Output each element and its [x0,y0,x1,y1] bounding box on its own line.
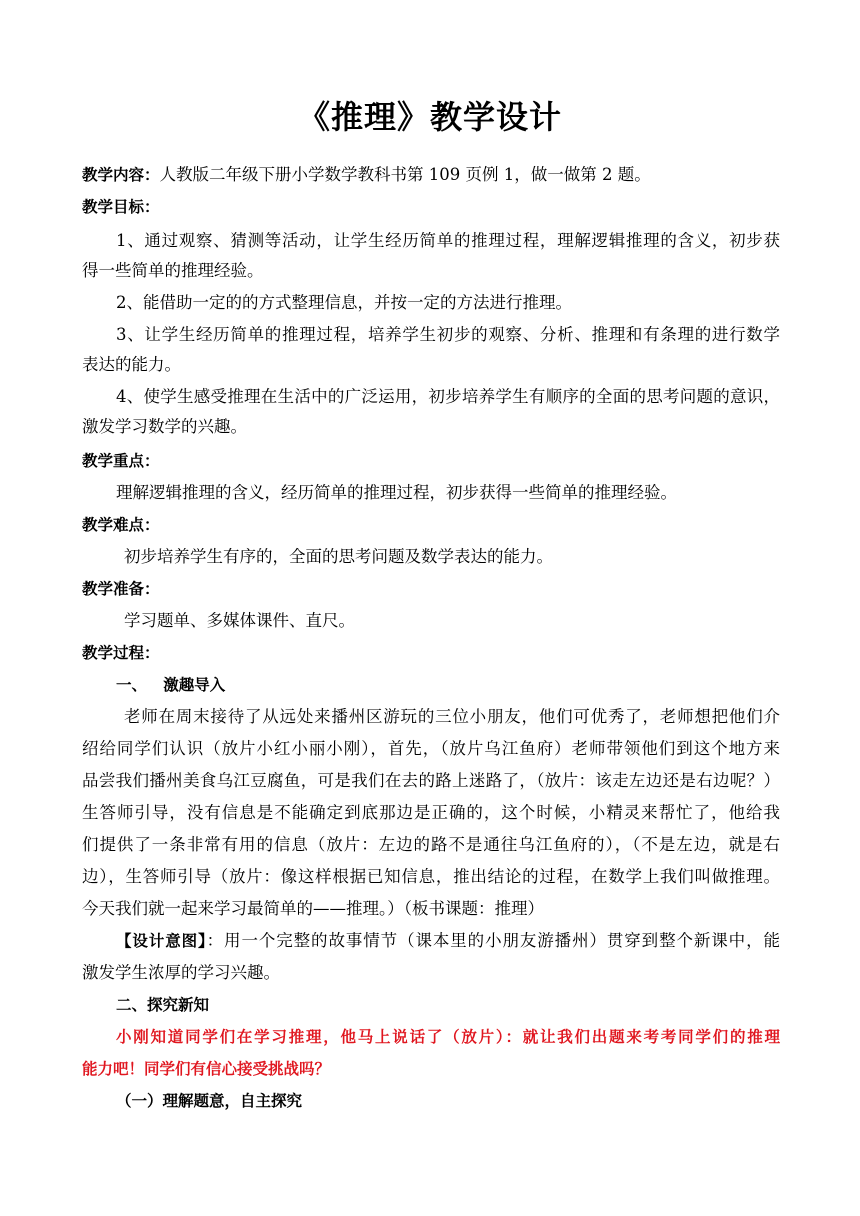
section-2-red-line-2: 能力吧！同学们有信心接受挑战吗？ [82,1060,331,1078]
preparation-label: 教学准备： [82,580,160,598]
goal-1-line-1: 1、通过观察、猜测等活动，让学生经历简单的推理过程，理解逻辑推理的含义，初步获 [116,231,780,250]
goal-4-line-1: 4、使学生感受推理在生活中的广泛运用，初步培养学生有顺序的全面的思考问题的意识， [116,387,780,406]
goals-label: 教学目标： [82,198,160,216]
section-1-para-line-7: 今天我们就一起来学习最简单的——推理。）（板书课题：推理） [82,899,544,918]
design-intent-text: ：用一个完整的故事情节（课本里的小朋友游播州）贯穿到整个新课中，能 [206,931,780,950]
goal-3-line-1: 3、让学生经历简单的推理过程，培养学生初步的观察、分析、推理和有条理的进行数学 [116,325,780,344]
design-intent-line-2: 激发学生浓厚的学习兴趣。 [82,963,280,982]
preparation-text: 学习题单、多媒体课件、直尺。 [124,611,355,630]
difficulties-label: 教学难点： [82,516,160,534]
content-row [82,164,651,186]
section-2-heading: 二、探究新知 [116,996,210,1014]
section-2-red-line-1: 小刚知道同学们在学习推理，他马上说话了（放片）：就让我们出题来考考同学们的推理 [116,1028,780,1046]
section-1-para-line-1: 老师在周末接待了从远处来播州区游玩的三位小朋友，他们可优秀了，老师想把他们介 [124,707,780,726]
design-intent-label: 【设计意图】 [116,932,207,950]
section-1-para-line-2: 绍给同学们认识（放片小红小丽小刚），首先，（放片乌江鱼府）老师带领他们到这个地方来 [82,739,780,758]
page-title: 《推理》教学设计 [297,98,562,136]
goal-4-line-2: 激发学习数学的兴趣。 [82,417,247,436]
process-label: 教学过程： [82,644,160,662]
key-points-label: 教学重点： [82,452,160,470]
section-1-para-line-6: 边），生答师引导（放片：像这样根据已知信息，推出结论的过程，在数学上我们叫做推理。 [82,867,780,886]
difficulties-text: 初步培养学生有序的，全面的思考问题及数学表达的能力。 [124,547,553,566]
key-points-text: 理解逻辑推理的含义，经历简单的推理过程，初步获得一些简单的推理经验。 [116,483,677,502]
section-1-para-line-4: 生答师引导，没有信息是不能确定到底那边是正确的，这个时候，小精灵来帮忙了，他给我 [82,803,780,822]
design-intent-line-1 [116,930,780,952]
section-1-para-line-3: 品尝我们播州美食乌江豆腐鱼，可是我们在去的路上迷路了，（放片：该走左边还是右边呢？） [82,771,780,790]
goal-1-line-2: 得一些简单的推理经验。 [82,261,264,280]
section-2-sub-heading: （一）理解题意，自主探究 [116,1092,303,1110]
section-1-heading: 一、 激趣导入 [116,676,226,694]
content-label: 教学内容： [82,166,160,184]
goal-3-line-2: 表达的能力。 [82,355,181,374]
content-text: 人教版二年级下册小学数学教科书第 109 页例 1，做一做第 2 题。 [159,165,651,184]
section-1-para-line-5: 们提供了一条非常有用的信息（放片：左边的路不是通往乌江鱼府的），（不是左边，就是右 [82,835,780,854]
goal-2-line-1: 2、能借助一定的的方式整理信息，并按一定的方法进行推理。 [116,293,572,312]
